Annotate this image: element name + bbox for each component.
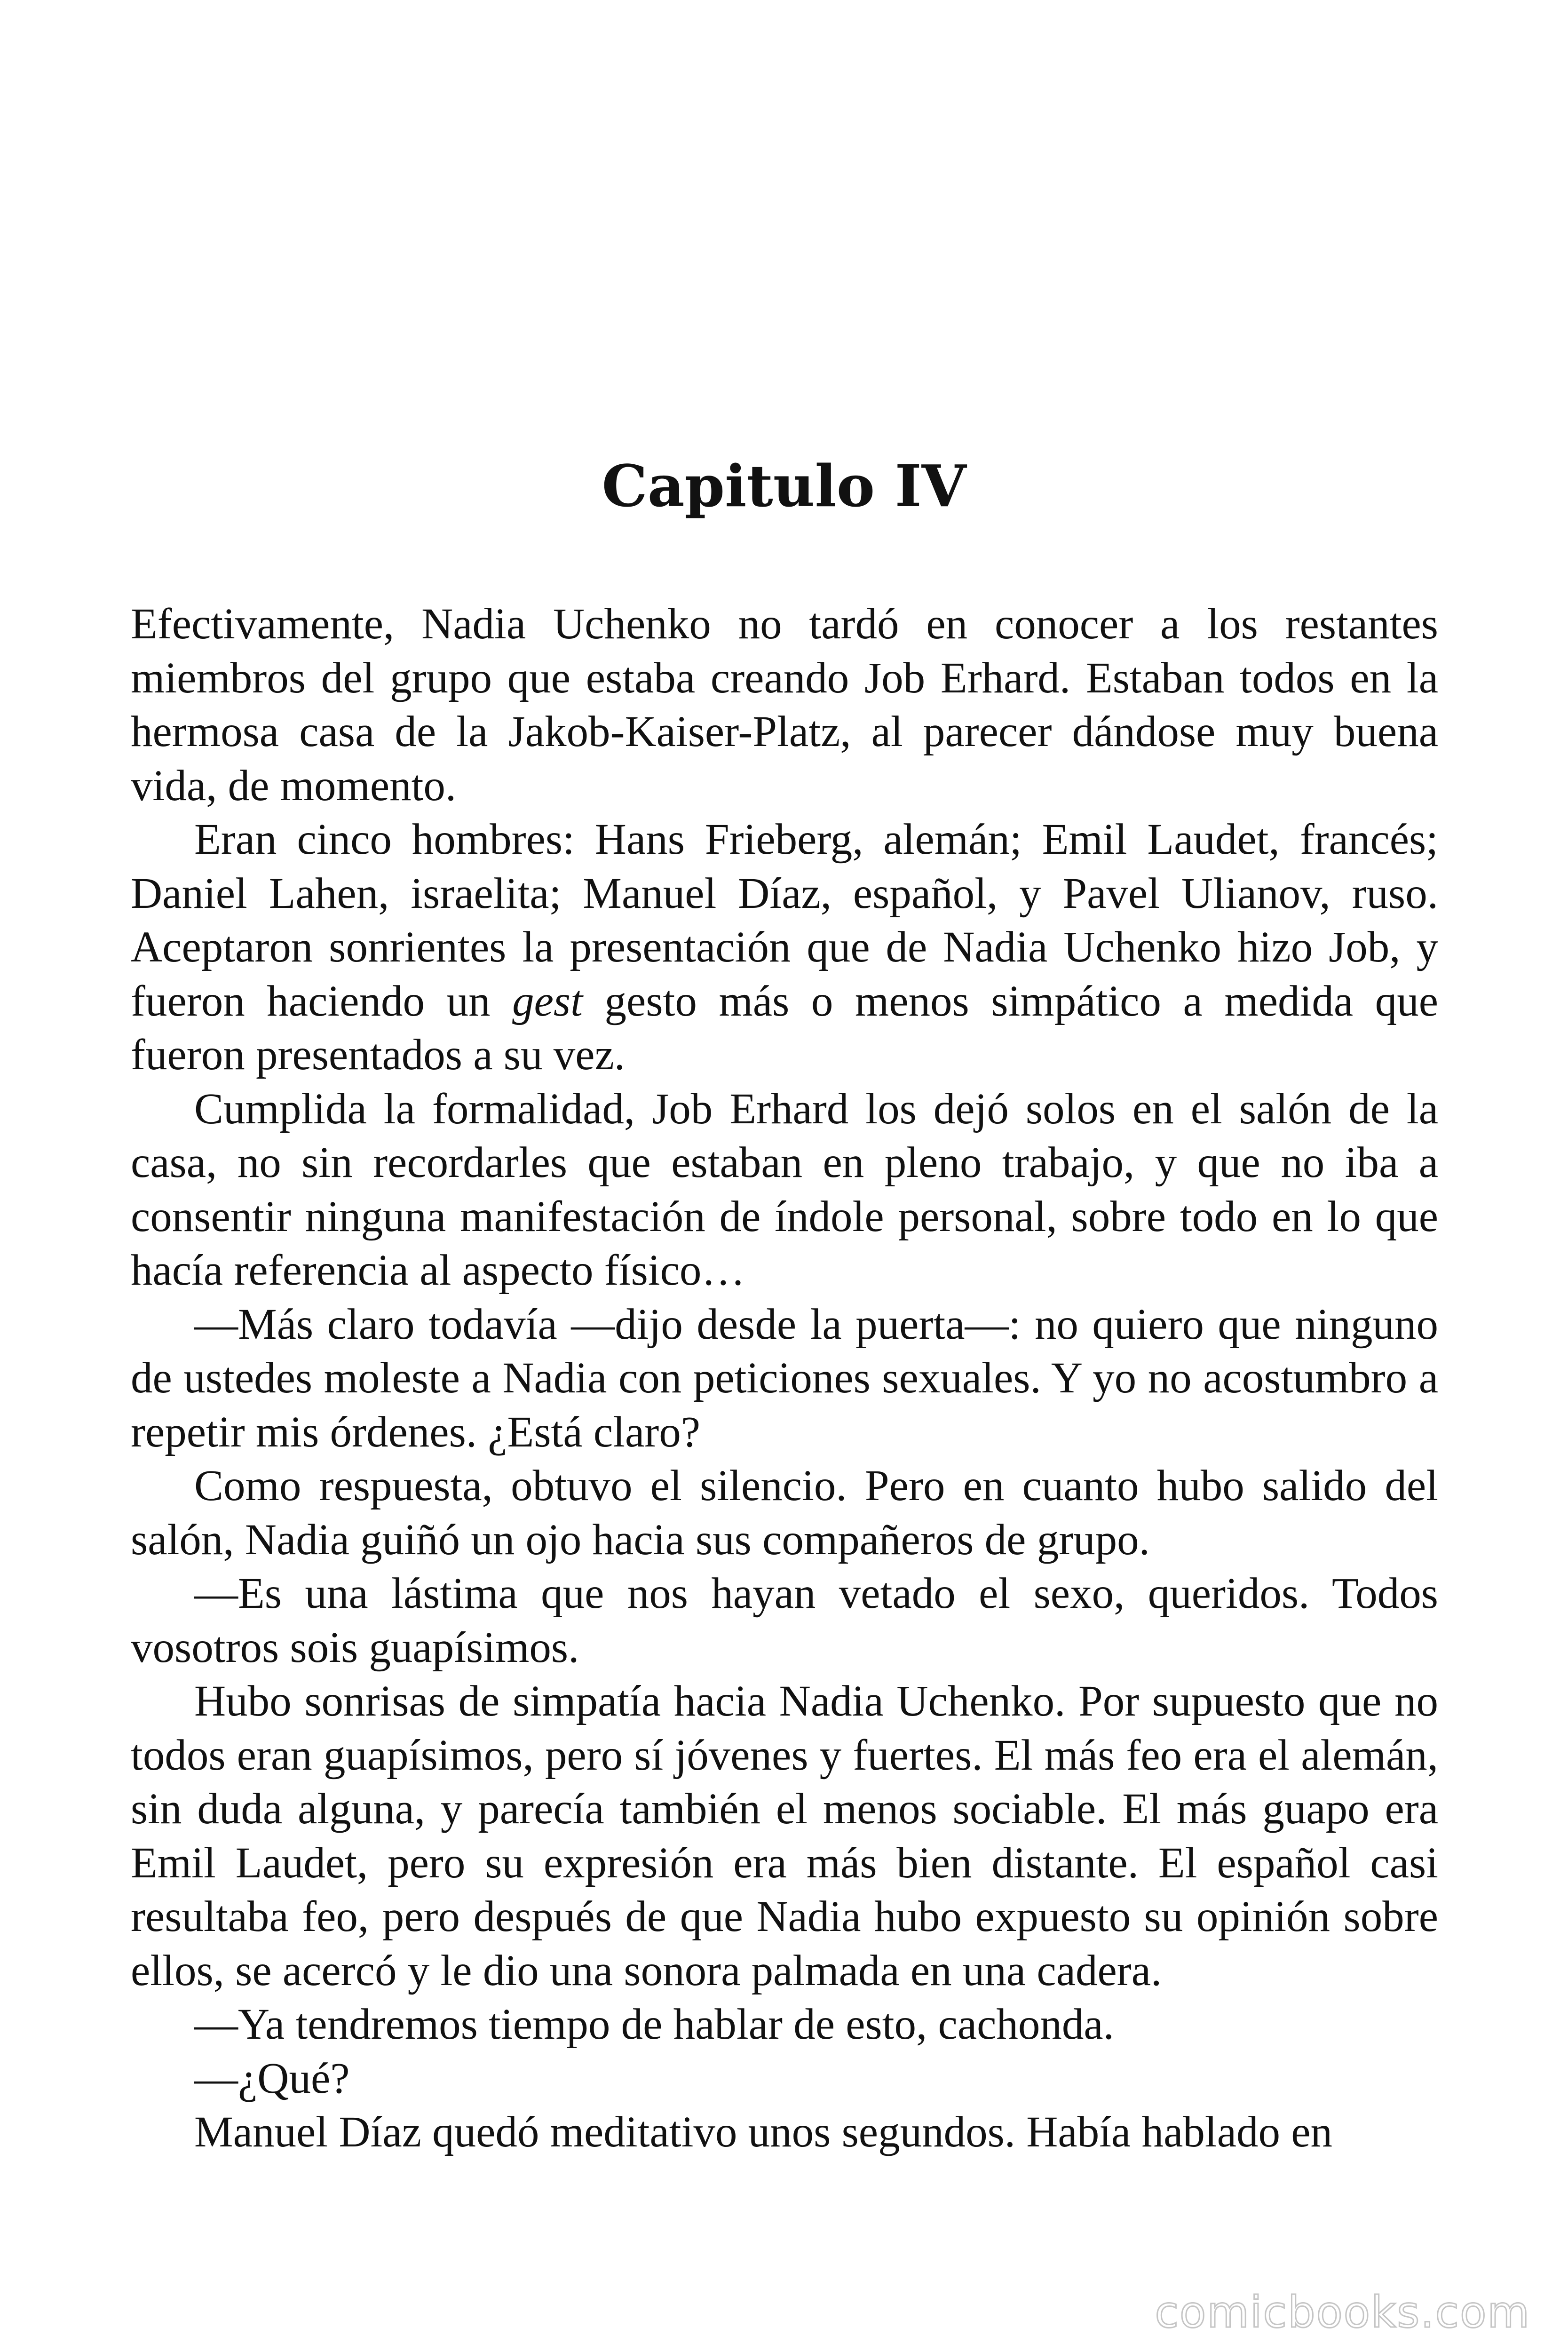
chapter-body <box>131 597 1438 2160</box>
paragraph-2-text-before: Eran cinco hombres: Hans Frieberg, alemán; Emil Laudet, francés; Daniel Lahen, israelita; Manuel Díaz, español, y Pavel Ulianov, ruso. Aceptaron sonrientes la presentación que de Nadia Uchenko hizo Job, y fueron haciendo un <box>131 815 1438 1025</box>
paragraph-2 <box>131 813 1438 1082</box>
paragraph-10: Manuel Díaz quedó meditativo unos segundos. Había hablado en <box>194 2108 1332 2156</box>
paragraph-1: Efectivamente, Nadia Uchenko no tardó en conocer a los restantes miembros del grupo que estaba creando Job Erhard. Estaban todos en la hermosa casa de la Jakob-Kaiser-Platz, al parecer dándose muy buena vida, de momento. <box>131 600 1438 810</box>
chapter-title: Capitulo IV <box>602 452 966 520</box>
paragraph-8: —Ya tendremos tiempo de hablar de esto, cachonda. <box>194 2000 1114 2049</box>
paragraph-2-italic-word: gest <box>512 977 583 1025</box>
paragraph-3: Cumplida la formalidad, Job Erhard los dejó solos en el salón de la casa, no sin recordarles que estaban en pleno trabajo, y que no iba a consentir ninguna manifestación de índole personal, sobre todo en lo que hacía referencia al aspecto físico… <box>131 1084 1438 1295</box>
paragraph-7: Hubo sonrisas de simpatía hacia Nadia Uchenko. Por supuesto que no todos eran guapísimos, pero sí jóvenes y fuertes. El más feo era el alemán, sin duda alguna, y parecía también el menos sociable. El más guapo era Emil Laudet, pero su expresión era más bien distante. El español casi resultaba feo, pero después de que Nadia hubo expuesto su opinión sobre ellos, se acercó y le dio una sonora palmada en una cadera. <box>131 1677 1438 1995</box>
paragraph-9: —¿Qué? <box>194 2054 350 2103</box>
paragraph-5: Como respuesta, obtuvo el silencio. Pero en cuanto hubo salido del salón, Nadia guiñó un ojo hacia sus compañeros de grupo. <box>131 1462 1438 1564</box>
paragraph-4: —Más claro todavía —dijo desde la puerta—: no quiero que ninguno de ustedes moleste a Nadia con peticiones sexuales. Y yo no acostumbro a repetir mis órdenes. ¿Está claro? <box>131 1300 1438 1456</box>
watermark: comicbooks.com <box>1155 2287 1530 2337</box>
paragraph-2-text-after: gesto más o menos simpático a medida que fueron presentados a su vez. <box>131 977 1438 1079</box>
paragraph-6: —Es una lástima que nos hayan vetado el sexo, queridos. Todos vosotros sois guapísimos. <box>131 1569 1438 1672</box>
